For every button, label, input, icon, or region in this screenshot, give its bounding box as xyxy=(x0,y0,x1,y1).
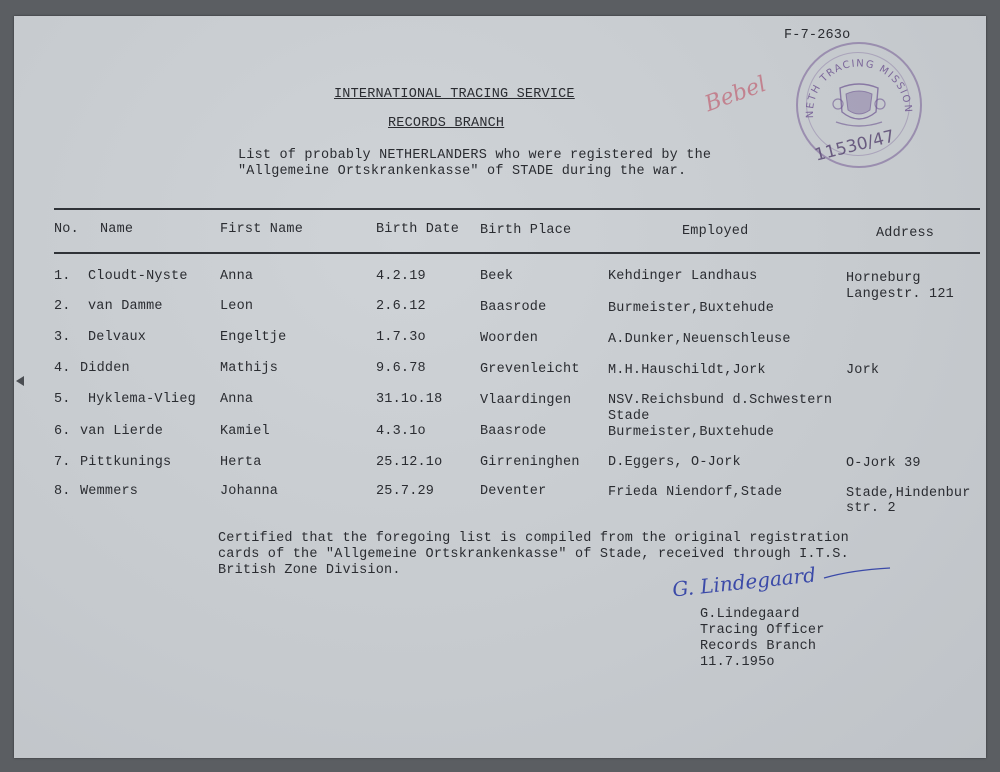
tracing-mission-stamp xyxy=(796,42,922,168)
row-birth-date: 25.7.29 xyxy=(376,484,435,499)
row-first-name: Anna xyxy=(220,392,254,407)
row-birth-date: 31.1o.18 xyxy=(376,392,443,407)
row-birth-place: Grevenleicht xyxy=(480,362,580,377)
document-subtitle: RECORDS BRANCH xyxy=(388,116,505,131)
row-address: O-Jork 39 xyxy=(846,456,921,471)
row-no: 3. xyxy=(54,330,71,345)
row-no: 2. xyxy=(54,299,71,314)
row-birth-place: Deventer xyxy=(480,484,547,499)
row-no: 6. xyxy=(54,424,71,439)
row-birth-place: Baasrode xyxy=(480,424,547,439)
row-first-name: Herta xyxy=(220,455,262,470)
signature-script: G. Lindegaard xyxy=(671,562,818,602)
row-employed: D.Eggers, O-Jork xyxy=(608,455,741,470)
row-birth-place: Girreninghen xyxy=(480,455,580,470)
signatory-title: Tracing Officer xyxy=(700,623,825,638)
row-name: Pittkunings xyxy=(80,455,172,470)
row-name: van Lierde xyxy=(80,424,164,439)
row-employed-line-2: Stade xyxy=(608,409,650,424)
row-no: 4. xyxy=(54,361,71,376)
row-address: Jork xyxy=(846,363,880,378)
row-employed: Burmeister,Buxtehude xyxy=(608,425,775,440)
col-birth-place: Birth Place xyxy=(480,223,572,238)
scan-edge-mark xyxy=(16,376,24,386)
col-address: Address xyxy=(876,226,935,241)
col-first-name: First Name xyxy=(220,222,304,237)
row-birth-date: 25.12.1o xyxy=(376,455,443,470)
description-line-2: "Allgemeine Ortskrankenkasse" of STADE during the war. xyxy=(238,164,687,179)
description-line-1: List of probably NETHERLANDERS who were registered by the xyxy=(238,148,712,163)
row-employed: M.H.Hauschildt,Jork xyxy=(608,363,766,378)
row-birth-date: 4.3.1o xyxy=(376,424,426,439)
row-address-line-2: str. 2 xyxy=(846,501,896,516)
row-employed: NSV.Reichsbund d.Schwestern xyxy=(608,393,833,408)
row-birth-date: 1.7.3o xyxy=(376,330,426,345)
signatory-name: G.Lindegaard xyxy=(700,607,800,622)
table-top-rule xyxy=(54,208,980,210)
row-employed: A.Dunker,Neuenschleuse xyxy=(608,332,791,347)
row-birth-date: 2.6.12 xyxy=(376,299,426,314)
row-no: 7. xyxy=(54,455,71,470)
row-no: 1. xyxy=(54,269,71,284)
certification-line-3: British Zone Division. xyxy=(218,563,401,578)
signature-date: 11.7.195o xyxy=(700,655,775,670)
row-first-name: Mathijs xyxy=(220,361,279,376)
table-header-rule xyxy=(54,252,980,254)
row-first-name: Anna xyxy=(220,269,254,284)
handwritten-signature xyxy=(672,562,892,608)
row-address: Stade,Hindenbur xyxy=(846,486,971,501)
row-first-name: Kamiel xyxy=(220,424,270,439)
row-name: Hyklema-Vlieg xyxy=(88,392,196,407)
coat-of-arms-icon xyxy=(832,82,886,128)
row-first-name: Engeltje xyxy=(220,330,287,345)
row-birth-date: 9.6.78 xyxy=(376,361,426,376)
row-employed: Burmeister,Buxtehude xyxy=(608,301,775,316)
row-name: Wemmers xyxy=(80,484,139,499)
row-name: van Damme xyxy=(88,299,163,314)
row-first-name: Leon xyxy=(220,299,254,314)
row-name: Cloudt-Nyste xyxy=(88,269,188,284)
stamp-arc-label: NETH TRACING MISSION xyxy=(804,58,914,119)
col-birth-date: Birth Date xyxy=(376,222,460,237)
certification-line-2: cards of the "Allgemeine Ortskrankenkasse" of Stade, received through I.T.S. xyxy=(218,547,849,562)
row-birth-place: Woorden xyxy=(480,331,539,346)
row-address: Horneburg xyxy=(846,271,921,286)
stamp-number: 11530/47 xyxy=(812,126,897,166)
row-birth-place: Baasrode xyxy=(480,300,547,315)
file-number: F-7-263o xyxy=(784,28,851,43)
row-employed: Kehdinger Landhaus xyxy=(608,269,758,284)
row-employed: Frieda Niendorf,Stade xyxy=(608,485,783,500)
row-birth-date: 4.2.19 xyxy=(376,269,426,284)
document-page xyxy=(14,16,986,758)
document-title: INTERNATIONAL TRACING SERVICE xyxy=(334,87,575,102)
row-first-name: Johanna xyxy=(220,484,279,499)
row-no: 8. xyxy=(54,484,71,499)
signatory-branch: Records Branch xyxy=(700,639,817,654)
col-employed: Employed xyxy=(682,224,749,239)
row-birth-place: Beek xyxy=(480,269,514,284)
row-address-line-2: Langestr. 121 xyxy=(846,287,954,302)
signature-flourish-icon xyxy=(822,566,892,580)
row-no: 5. xyxy=(54,392,71,407)
row-birth-place: Vlaardingen xyxy=(480,393,572,408)
row-name: Delvaux xyxy=(88,330,147,345)
col-name: Name xyxy=(100,222,134,237)
row-name: Didden xyxy=(80,361,130,376)
red-annotation: Bebel xyxy=(701,71,770,118)
certification-line-1: Certified that the foregoing list is compiled from the original registration xyxy=(218,531,849,546)
col-no: No. xyxy=(54,222,79,237)
